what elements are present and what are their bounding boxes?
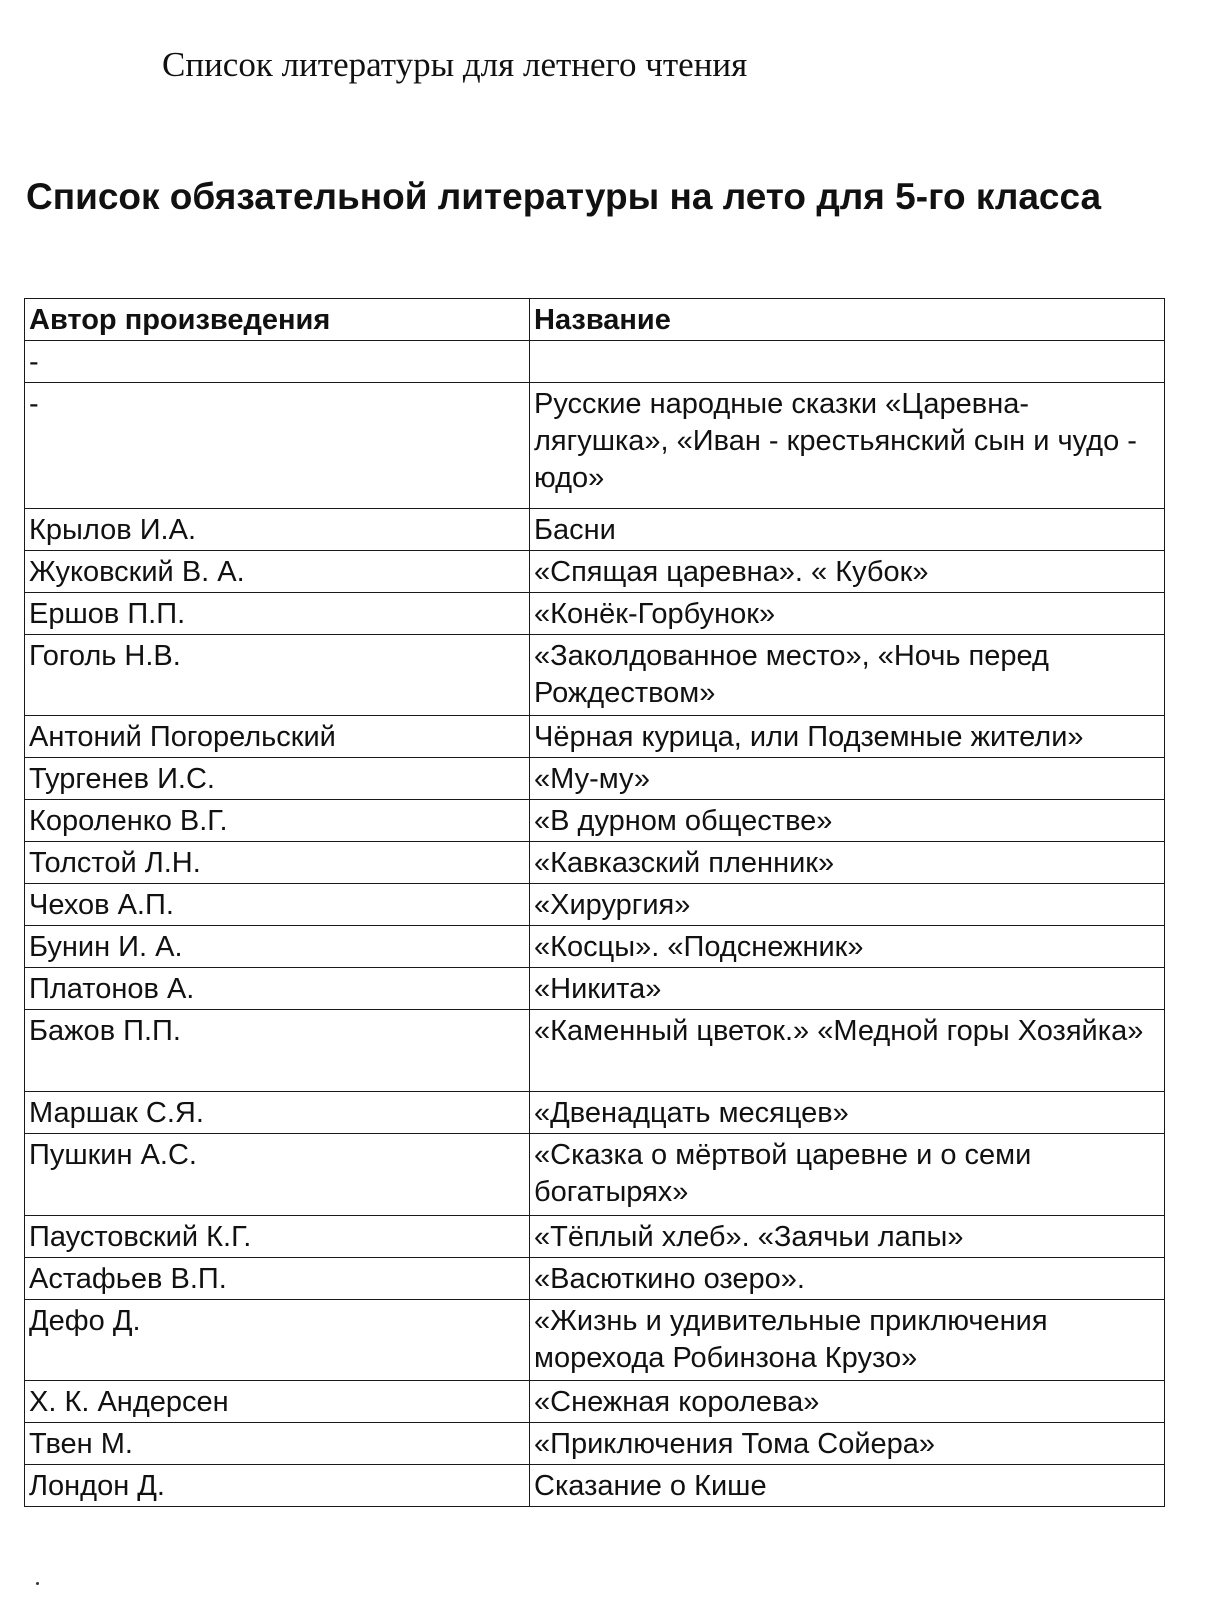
author-cell: Платонов А. — [25, 968, 530, 1010]
title-cell: «Снежная королева» — [530, 1381, 1165, 1423]
title-cell: «Тёплый хлеб». «Заячьи лапы» — [530, 1216, 1165, 1258]
title-cell: «Хирургия» — [530, 884, 1165, 926]
title-cell: «Жизнь и удивительные приключения морехода Робинзона Крузо» — [530, 1300, 1165, 1381]
title-column-header: Название — [530, 299, 1165, 341]
title-cell: «Васюткино озеро». — [530, 1258, 1165, 1300]
author-cell: Пушкин А.С. — [25, 1134, 530, 1216]
table-row — [25, 1092, 1165, 1134]
table-row — [25, 635, 1165, 716]
author-cell: Дефо Д. — [25, 1300, 530, 1381]
author-cell: Лондон Д. — [25, 1465, 530, 1507]
author-cell: Гоголь Н.В. — [25, 635, 530, 716]
author-cell: Астафьев В.П. — [25, 1258, 530, 1300]
list-heading: Список обязательной литературы на лето для 5-го класса — [26, 176, 1102, 217]
title-cell: «Му-му» — [530, 758, 1165, 800]
author-cell: Короленко В.Г. — [25, 800, 530, 842]
table-row — [25, 1134, 1165, 1216]
title-cell: Сказание о Кише — [530, 1465, 1165, 1507]
author-cell: Паустовский К.Г. — [25, 1216, 530, 1258]
title-cell: Русские народные сказки «Царевна-лягушка», «Иван - крестьянский сын и чудо - юдо» — [530, 383, 1165, 509]
table-row — [25, 926, 1165, 968]
table-row — [25, 1465, 1165, 1507]
title-cell: «Никита» — [530, 968, 1165, 1010]
title-cell: «Кавказский пленник» — [530, 842, 1165, 884]
author-cell: Чехов А.П. — [25, 884, 530, 926]
author-cell: - — [25, 383, 530, 509]
table-row — [25, 716, 1165, 758]
title-cell: «Двенадцать месяцев» — [530, 1092, 1165, 1134]
table-body — [25, 341, 1165, 1507]
literature-table — [24, 298, 1165, 1507]
title-cell: «Заколдованное место», «Ночь перед Рождеством» — [530, 635, 1165, 716]
table-row — [25, 1300, 1165, 1381]
author-cell: Тургенев И.С. — [25, 758, 530, 800]
table-row — [25, 800, 1165, 842]
author-cell: Маршак С.Я. — [25, 1092, 530, 1134]
title-cell: Басни — [530, 509, 1165, 551]
title-cell: «Косцы». «Подснежник» — [530, 926, 1165, 968]
author-cell: Жуковский В. А. — [25, 551, 530, 593]
table-row — [25, 1258, 1165, 1300]
table-header-row — [25, 299, 1165, 341]
author-cell: Бунин И. А. — [25, 926, 530, 968]
author-cell: Твен М. — [25, 1423, 530, 1465]
table-row — [25, 758, 1165, 800]
author-cell: Ершов П.П. — [25, 593, 530, 635]
author-cell: Х. К. Андерсен — [25, 1381, 530, 1423]
author-column-header: Автор произведения — [25, 299, 530, 341]
page-title: Список литературы для летнего чтения — [162, 45, 748, 84]
scan-speck — [36, 1582, 39, 1585]
table-row — [25, 383, 1165, 509]
table-row — [25, 968, 1165, 1010]
table-row — [25, 1216, 1165, 1258]
table-row — [25, 509, 1165, 551]
title-cell: «Приключения Тома Сойера» — [530, 1423, 1165, 1465]
table-row — [25, 1010, 1165, 1092]
author-cell: Толстой Л.Н. — [25, 842, 530, 884]
table-row — [25, 1423, 1165, 1465]
title-cell: «Сказка о мёртвой царевне и о семи богатырях» — [530, 1134, 1165, 1216]
table-row — [25, 1381, 1165, 1423]
table-row — [25, 593, 1165, 635]
title-cell: «Спящая царевна». « Кубок» — [530, 551, 1165, 593]
title-cell: «Каменный цветок.» «Медной горы Хозяйка» — [530, 1010, 1165, 1092]
title-cell: «В дурном обществе» — [530, 800, 1165, 842]
title-cell: Чёрная курица, или Подземные жители» — [530, 716, 1165, 758]
table-row — [25, 341, 1165, 383]
title-cell: «Конёк-Горбунок» — [530, 593, 1165, 635]
title-cell — [530, 341, 1165, 383]
author-cell: Антоний Погорельский — [25, 716, 530, 758]
author-cell: Бажов П.П. — [25, 1010, 530, 1092]
author-cell: - — [25, 341, 530, 383]
table-row — [25, 551, 1165, 593]
table-row — [25, 842, 1165, 884]
author-cell: Крылов И.А. — [25, 509, 530, 551]
table-row — [25, 884, 1165, 926]
